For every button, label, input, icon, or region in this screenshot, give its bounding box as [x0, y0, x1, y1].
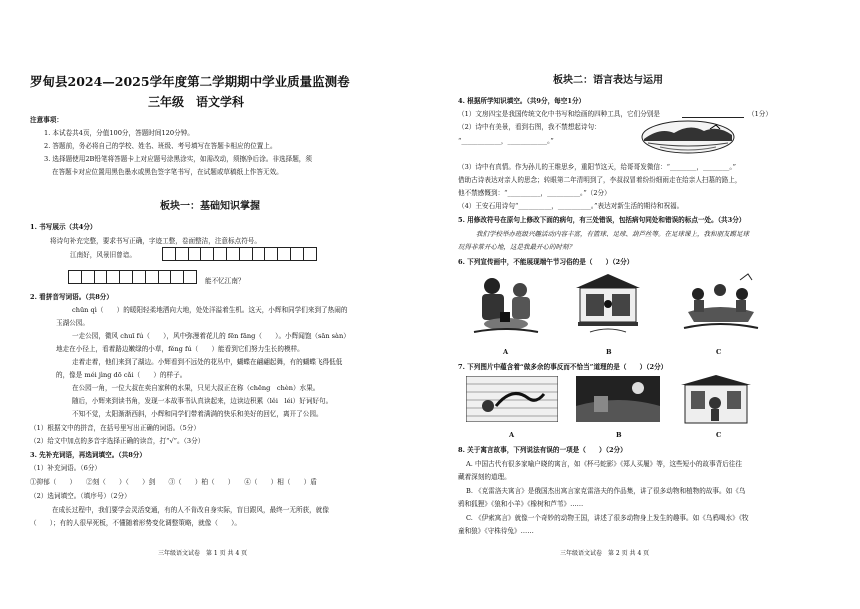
q4-line-1: （1）文房四宝是我国传统文化中书写和绘画的四种工具，它们分别是: [458, 110, 661, 118]
q2-heading: 2. 看拼音写词语。（共8分）: [30, 293, 113, 301]
landscape-illustration: [640, 119, 736, 155]
q4-line-4: （3）诗中有真情。作为孙儿的王维思乡，重阳节这天，给哥哥发微信：“________，________。”: [458, 163, 736, 171]
note-4: 在答题卡对应位置用黑色墨水或黑色签字笔书写，在试题或草稿纸上作答无效。: [52, 168, 283, 176]
q1-writing-grid-2[interactable]: [68, 270, 196, 284]
q4-line-6: 他不禁感慨到：“__________，__________。”（2分）: [458, 189, 611, 197]
q2-sub-2: （2）给文中加点的多音字选择正确的读音，打“√”。（3分）: [30, 437, 205, 445]
q4-heading: 4. 根据所学知识填空。（共9分，每空1分）: [458, 97, 586, 105]
q2-line-1: chūn qì（ ）的暖阳轻柔地洒向大地，处处洋溢着生机。这天，小辉和同学们来到了热闹的: [72, 306, 348, 314]
q4-blank-1[interactable]: [682, 117, 744, 118]
q3-text-1: 在成长过程中，我们要学会灵活变通，有的人不肯改自身实际，盲目跟风，最终一无所获，就像: [52, 506, 329, 514]
q2-line-5: 走着走着，他们来到了湖边。小辉看到不远处的花丛中，蝴蝶在翩翩起舞，有的蝴蝶飞得低低: [72, 358, 343, 366]
q2-line-8: 随后，小辉来到读书角，发现一本故事书认真读起来，边读边积累（lěi léi）好词好句。: [72, 397, 333, 405]
q2-line-4: 地走在小径上，看着路边嫩绿的小草，fěng fú（ ）能看到它们努力生长的模样。: [56, 345, 304, 353]
section-2-title: 板块二：语言表达与运用: [553, 75, 663, 86]
q4-line-1-end: （1分）: [748, 110, 772, 118]
q7-picture-b: [576, 376, 660, 422]
q5-heading: 5. 用修改符号在原句上修改下面的病句，有三处错误，包括病句同处和错误的标点一处。（共3分）: [458, 216, 746, 224]
q3-fill-row: ①抑郁（ ） ②刻（ ）（ ）剑 ③（ ）柏（ ） ④（ ）相（ ）盾: [30, 478, 317, 486]
q4-line-2: （2）诗中有美景，看到右图，我不禁想起诗句：: [458, 123, 601, 131]
q1-poem-line: 江南好，风景旧曾谙。: [70, 251, 136, 259]
q7-label-a: A: [509, 431, 515, 439]
q3-sub-1: （1）补充词语。（6分）: [30, 464, 102, 472]
q6-label-b: B: [606, 348, 612, 356]
q7-picture-a: [466, 376, 558, 422]
q2-line-7: 在公园一角，一位大叔在卖自家种的水果，只见大叔正在称（chēng chèn）水果。: [72, 384, 320, 392]
notes-title: 注意事项：: [30, 116, 63, 124]
q8-heading: 8. 关于寓言故事，下列说法有误的一项是（ ）（2分）: [458, 446, 627, 454]
q1-poem-end: 能不忆江南？: [205, 277, 245, 285]
exam-page-2: [430, 0, 860, 609]
q5-text-2: 玩得非常开心地，这是我最开心的时刻？: [458, 243, 575, 251]
exam-title: 罗甸县2024—2025学年度第二学期期中学业质量监测卷: [30, 74, 350, 89]
q4-line-3: “____________，____________。”: [458, 137, 554, 145]
q2-sub-1: （1）根据文中的拼音，在括号里写出正确的词语。（5分）: [30, 424, 200, 432]
q6-label-c: C: [716, 348, 722, 356]
q8-option-c-2: 童和狼》《守株待兔》……: [458, 527, 534, 535]
q2-line-3: 一走公园，微风 chuī fú（ ），风中弥漫着花儿的 fēn fāng（ ）。小辉闻饱（sān sàn）: [72, 332, 350, 340]
q1-heading: 1. 书写展示（共4分）: [30, 223, 97, 231]
q3-heading: 3. 先补充词语，再选词填空。（共8分）: [30, 451, 146, 459]
q1-writing-grid-1[interactable]: [162, 247, 316, 261]
q8-option-b-2: 鸦和狐狸》《狼和小羊》《橡树和芦苇》……: [458, 500, 584, 508]
q6-picture-a: [470, 272, 542, 338]
q7-label-c: C: [716, 431, 722, 439]
note-2: 2. 答题前，务必将自己的学校、姓名、班级、考号填写在答题卡相应的位置上。: [44, 142, 277, 150]
note-3: 3. 选择题使用2B铅笔将答题卡上对应题号涂黑涂实，如需改动，须擦净后涂。非选择题，须: [44, 155, 312, 163]
q3-text-2: （ ）；有的人很早死板，不懂随着形势变化调整策略，就像（ ）。: [30, 519, 241, 527]
q6-heading: 6. 下列宣传画中，不能展现端午节习俗的是（ ）（2分）: [458, 258, 634, 266]
q2-line-9: 不知不觉，太阳渐渐西斜，小辉和同学们带着满满的快乐和美好的回忆，离开了公园。: [72, 410, 323, 418]
q8-option-a-1: A. 中国古代有很多家喻户晓的寓言，如《杯弓蛇影》《郑人买履》等，这些短小的故事背后往往: [466, 460, 742, 468]
q6-picture-b: [570, 270, 646, 340]
q6-picture-c: [680, 272, 760, 338]
q1-instruction: 将诗句补充完整，要求书写正确，字迹工整，卷面整洁，注意标点符号。: [50, 237, 261, 245]
q7-label-b: B: [616, 431, 622, 439]
exam-subtitle: 三年级 语文学科: [148, 95, 245, 109]
q4-line-5: 借助古诗表达对亲人的思念；转眼第二年清明到了，李叔叔冒着纷纷细雨走在给亲人扫墓的路上，: [458, 176, 742, 184]
q6-label-a: A: [503, 348, 509, 356]
q3-sub-2: （2）选词填空。（填序号）（2分）: [30, 492, 131, 500]
note-1: 1. 本试卷共4页，分值100分，答题时间120分钟。: [44, 129, 194, 137]
page-2-footer: 三年级语文试卷 第 2 页 共 4 页: [560, 550, 650, 557]
q2-line-2: 玉湖公园。: [56, 319, 89, 327]
q7-heading: 7. 下列图片中蕴含着“做多余的事反而不恰当”道理的是（ ）（2分）: [458, 363, 668, 371]
page-1-footer: 三年级语文试卷 第 1 页 共 4 页: [158, 550, 248, 557]
q2-line-6: 的，像是 méi jìng dō cǎi（ ）的样子。: [56, 371, 187, 379]
section-1-title: 板块一：基础知识掌握: [160, 201, 260, 212]
q5-text-1: 我们学校举办班级兴趣活动内容丰富，有篮球、足球、葫芦丝等。在足球课上，我和朋友踢足球: [476, 230, 749, 238]
q8-option-c-1: C. 《伊索寓言》就像一个奇妙的动物王国，讲述了很多动物身上发生的趣事。如《乌鸦喝水》《牧: [466, 514, 749, 522]
q8-option-b-1: B. 《克雷洛夫寓言》是俄国杰出寓言家克雷洛夫的作品集，讲了很多动物和植物的故事。如《乌: [466, 487, 746, 495]
q7-picture-c: [677, 373, 755, 425]
q4-line-7: （4）王安石用诗句“__________，__________。”表达对新生活的期待和祝福。: [458, 202, 684, 210]
q8-option-a-2: 藏着深刻的道理。: [458, 473, 511, 481]
